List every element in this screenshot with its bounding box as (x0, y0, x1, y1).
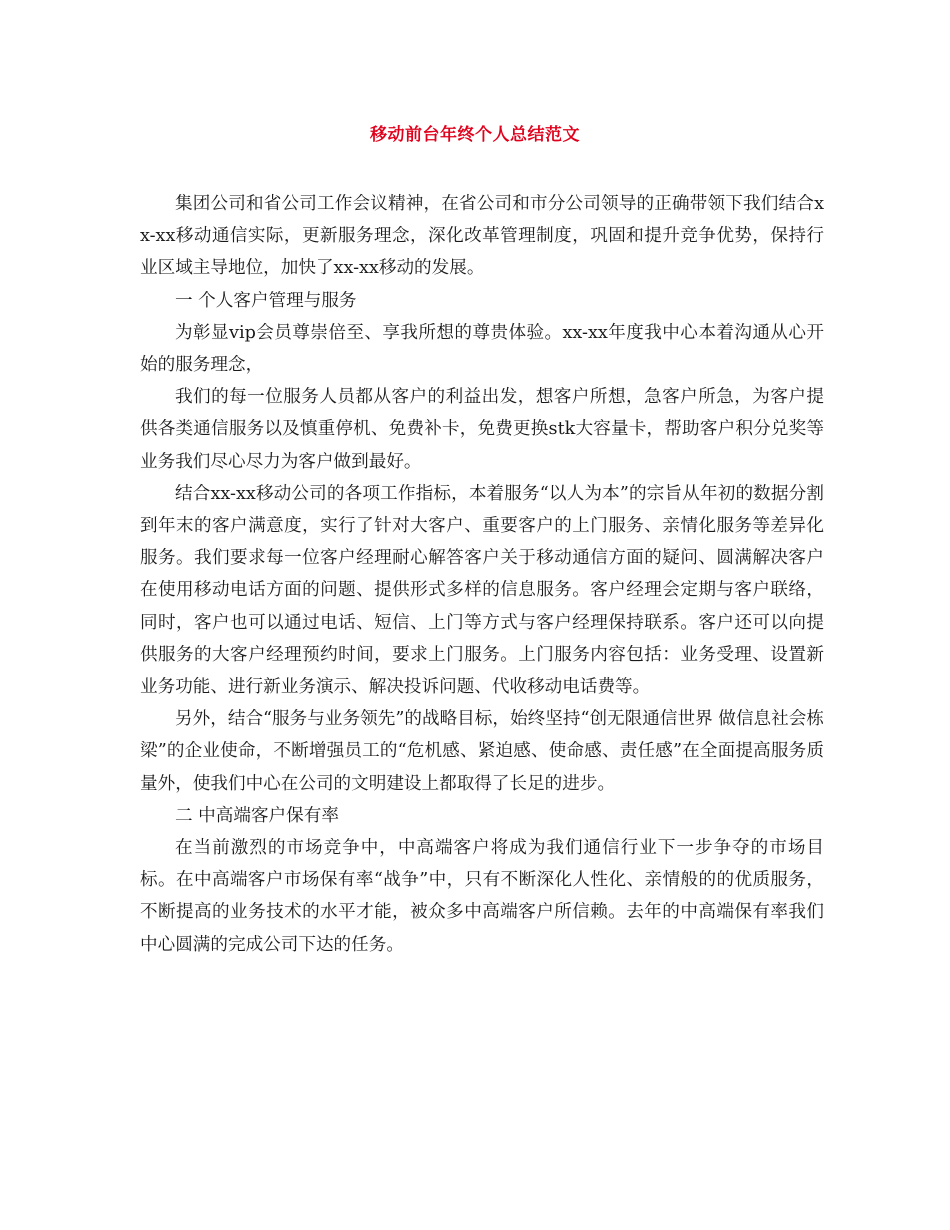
paragraph-high-end-market: 在当前激烈的市场竞争中，中高端客户将成为我们通信行业下一步争夺的市场目标。在中高端客户市场保有率“战争”中，只有不断深化人性化、亲情般的的优质服务，不断提高的业务技术的水平才能，被众多中高端客户所信赖。去年的中高端保有率我们中心圆满的完成公司下达的任务。 (140, 838, 824, 955)
paragraph-vip-experience: 为彰显vip会员尊崇倍至、享我所想的尊贵体验。xx-xx年度我中心本着沟通从心开始的服务理念， (140, 322, 824, 376)
paragraph-work-targets: 结合xx-xx移动公司的各项工作指标，本着服务“以人为本”的宗旨从年初的数据分割到年末的客户满意度，实行了针对大客户、重要客户的上门服务、亲情化服务等差异化服务。我们要求每一位客户经理耐心解答客户关于移动通信方面的疑问、圆满解决客户在使用移动电话方面的问题、提供形式多样的信息服务。客户经理会定期与客户联络，同时，客户也可以通过电话、短信、上门等方式与客户经理保持联系。客户还可以向提供服务的大客户经理预约时间，要求上门服务。上门服务内容包括：业务受理、设置新业务功能、进行新业务演示、解决投诉问题、代收移动电话费等。 (140, 483, 824, 698)
paragraph-service-staff: 我们的每一位服务人员都从客户的利益出发，想客户所想，急客户所急，为客户提供各类通信服务以及慎重停机、免费补卡，免费更换stk大容量卡，帮助客户积分兑奖等业务我们尽心尽力为客户做到最好。 (140, 387, 824, 472)
paragraph-strategy: 另外，结合“服务与业务领先”的战略目标，始终坚持“创无限通信世界 做信息社会栋梁”的企业使命，不断增强员工的“危机感、紧迫感、使命感、责任感”在全面提高服务质量外，使我们中心在公司的文明建设上都取得了长足的进步。 (140, 709, 824, 794)
paragraph-intro: 集团公司和省公司工作会议精神，在省公司和市分公司领导的正确带领下我们结合xx-xx移动通信实际，更新服务理念，深化改革管理制度，巩固和提升竞争优势，保持行业区域主导地位，加快了xx-xx移动的发展。 (140, 194, 824, 279)
document-body (140, 188, 824, 961)
section-heading-personal-customers: 一 个人客户管理与服务 (175, 290, 357, 311)
document-title: 移动前台年终个人总结范文 (370, 125, 580, 145)
section-heading-high-end-retention: 二 中高端客户保有率 (175, 805, 339, 826)
